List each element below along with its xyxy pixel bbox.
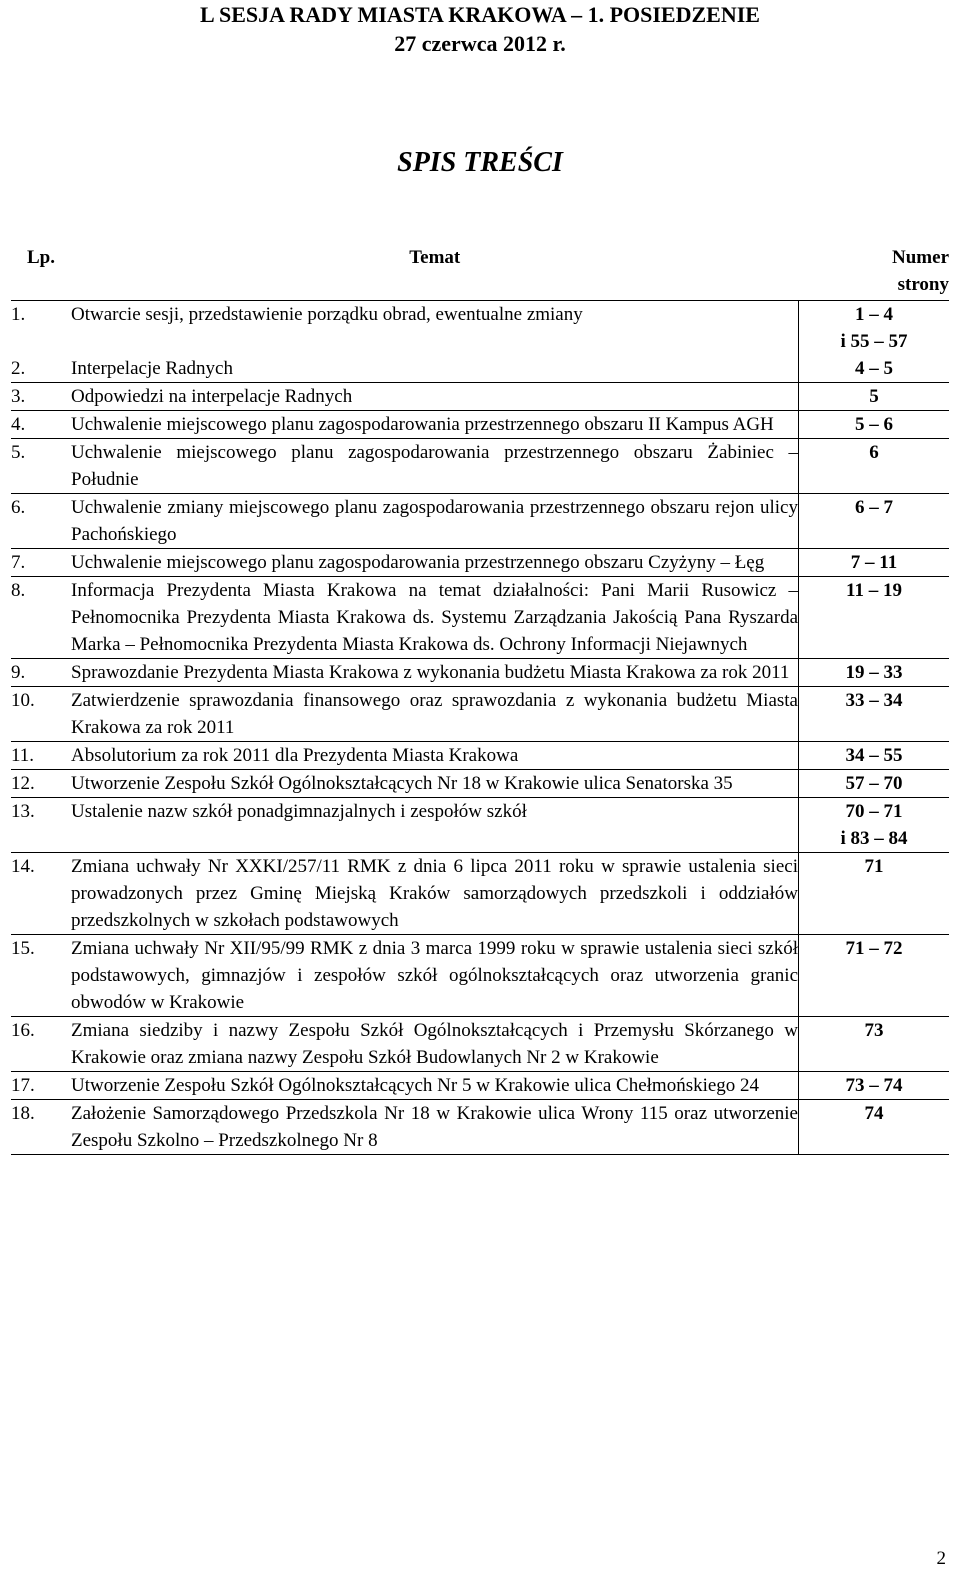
column-header-lp: Lp. [27,247,55,268]
row-number: 17. [11,1075,35,1096]
page-range: 70 – 71 [845,801,903,822]
row-number: 14. [11,856,35,877]
row-number: 16. [11,1020,35,1041]
table-row [11,935,949,1017]
row-topic: Interpelacje Radnych [71,358,233,379]
row-number: 13. [11,801,35,822]
row-pages [799,687,950,742]
table-row [11,770,949,798]
row-pages [799,301,950,356]
page-range: 34 – 55 [845,745,903,766]
table-row [11,494,949,549]
row-number: 1. [11,304,26,325]
row-pages [799,659,950,687]
session-title: L SESJA RADY MIASTA KRAKOWA – 1. POSIEDZENIE [200,2,760,27]
row-pages [799,935,950,1017]
page-number: 2 [936,1548,946,1569]
row-pages [799,742,950,770]
column-header-pages-line1: Numer [892,247,949,268]
row-number: 18. [11,1103,35,1124]
page-range: 74 [864,1103,884,1124]
column-header-pages [799,236,950,301]
row-topic: Ustalenie nazw szkół ponadgimnazjalnych i zespołów szkół [71,801,527,822]
row-pages [799,549,950,577]
table-row [11,687,949,742]
row-topic: Odpowiedzi na interpelacje Radnych [71,386,353,407]
table-row [11,1017,949,1072]
page-range: 71 – 72 [845,938,903,959]
row-topic: Otwarcie sesji, przedstawienie porządku obrad, ewentualne zmiany [71,304,583,325]
row-pages [799,494,950,549]
table-row [11,549,949,577]
row-pages [799,770,950,798]
toc-heading: SPIS TREŚCI [397,147,563,178]
row-pages [799,853,950,935]
table-row [11,383,949,411]
row-topic: Zmiana uchwały Nr XII/95/99 RMK z dnia 3 marca 1999 roku w sprawie ustalenia sieci szkół podstawowych, gimnazjów i zespołów szkół ogólnokształcących oraz utworzenia granic obwodów w Krakowie [71,938,798,1013]
session-date: 27 czerwca 2012 r. [394,31,566,56]
page-range: i 83 – 84 [840,828,908,849]
row-pages [799,411,950,439]
table-row [11,659,949,687]
table-row [11,355,949,383]
row-number: 12. [11,773,35,794]
table-row [11,411,949,439]
page-range: 6 [869,442,879,463]
row-topic: Absolutorium za rok 2011 dla Prezydenta Miasta Krakowa [71,745,519,766]
row-pages [799,798,950,853]
row-pages [799,355,950,383]
page-range: 7 – 11 [850,552,898,573]
table-row [11,742,949,770]
page-range: 6 – 7 [855,497,893,518]
row-topic: Uchwalenie miejscowego planu zagospodarowania przestrzennego obszaru II Kampus AGH [71,414,774,435]
row-number: 4. [11,414,26,435]
page-range: 57 – 70 [845,773,903,794]
table-row [11,853,949,935]
page-range: 73 [864,1020,884,1041]
row-topic: Uchwalenie miejscowego planu zagospodarowania przestrzennego obszaru Czyżyny – Łęg [71,552,765,573]
row-topic: Uchwalenie zmiany miejscowego planu zagospodarowania przestrzennego obszaru rejon ulicy Pachońskiego [71,497,798,545]
row-number: 10. [11,690,35,711]
table-row [11,301,949,356]
row-number: 9. [11,662,26,683]
row-topic: Zatwierdzenie sprawozdania finansowego oraz sprawozdania z wykonania budżetu Miasta Krakowa za rok 2011 [71,690,798,738]
row-pages [799,1017,950,1072]
table-row [11,1072,949,1100]
row-pages [799,1072,950,1100]
row-topic: Sprawozdanie Prezydenta Miasta Krakowa z wykonania budżetu Miasta Krakowa za rok 2011 [71,662,790,683]
page-range: 33 – 34 [845,690,903,711]
toc-table [11,236,949,1155]
toc-header-row [11,236,949,301]
row-pages [799,383,950,411]
row-number: 3. [11,386,26,407]
row-number: 7. [11,552,26,573]
table-row [11,1100,949,1155]
row-number: 2. [11,358,26,379]
page-range: 4 – 5 [855,358,893,379]
table-row [11,577,949,659]
column-header-pages-line2: strony [897,274,949,295]
page-range: 5 – 6 [855,414,893,435]
page-range: 73 – 74 [845,1075,903,1096]
row-topic: Założenie Samorządowego Przedszkola Nr 18 w Krakowie ulica Wrony 115 oraz utworzenie Zespołu Szkolno – Przedszkolnego Nr 8 [71,1103,798,1151]
row-topic: Zmiana uchwały Nr XXKI/257/11 RMK z dnia 6 lipca 2011 roku w sprawie ustalenia sieci prowadzonych przez Gminę Miejską Kraków samorządowych przedszkoli i oddziałów przedszkolnych w szkołach podstawowych [71,856,798,931]
row-number: 8. [11,580,26,601]
page-range: i 55 – 57 [840,331,908,352]
row-topic: Uchwalenie miejscowego planu zagospodarowania przestrzennego obszaru Żabiniec – Południe [71,442,798,490]
row-number: 15. [11,938,35,959]
document-header [0,0,960,58]
column-header-topic: Temat [409,247,461,268]
toc-body [11,301,949,1155]
row-pages [799,577,950,659]
table-row [11,439,949,494]
page-range: 71 [864,856,884,877]
table-row [11,798,949,853]
row-topic: Utworzenie Zespołu Szkół Ogólnokształcących Nr 5 w Krakowie ulica Chełmońskiego 24 [71,1075,760,1096]
row-number: 5. [11,442,26,463]
row-number: 11. [11,745,35,766]
page-range: 1 – 4 [855,304,893,325]
row-topic: Utworzenie Zespołu Szkół Ogólnokształcących Nr 18 w Krakowie ulica Senatorska 35 [71,773,733,794]
row-pages [799,439,950,494]
row-topic: Informacja Prezydenta Miasta Krakowa na temat działalności: Pani Marii Rusowicz – Pełnomocnika Prezydenta Miasta Krakowa ds. Systemu Zarządzania Jakością Pana Ryszarda Marka – Pełnomocnika Prezydenta Miasta Krakowa ds. Ochrony Informacji Niejawnych [71,580,798,655]
page-range: 5 [869,386,879,407]
row-topic: Zmiana siedziby i nazwy Zespołu Szkół Ogólnokształcących i Przemysłu Skórzanego w Krakowie oraz zmiana nazwy Zespołu Szkół Budowlanych Nr 2 w Krakowie [71,1020,798,1068]
row-pages [799,1100,950,1155]
page-range: 11 – 19 [846,580,902,601]
page-range: 19 – 33 [845,662,903,683]
row-number: 6. [11,497,26,518]
